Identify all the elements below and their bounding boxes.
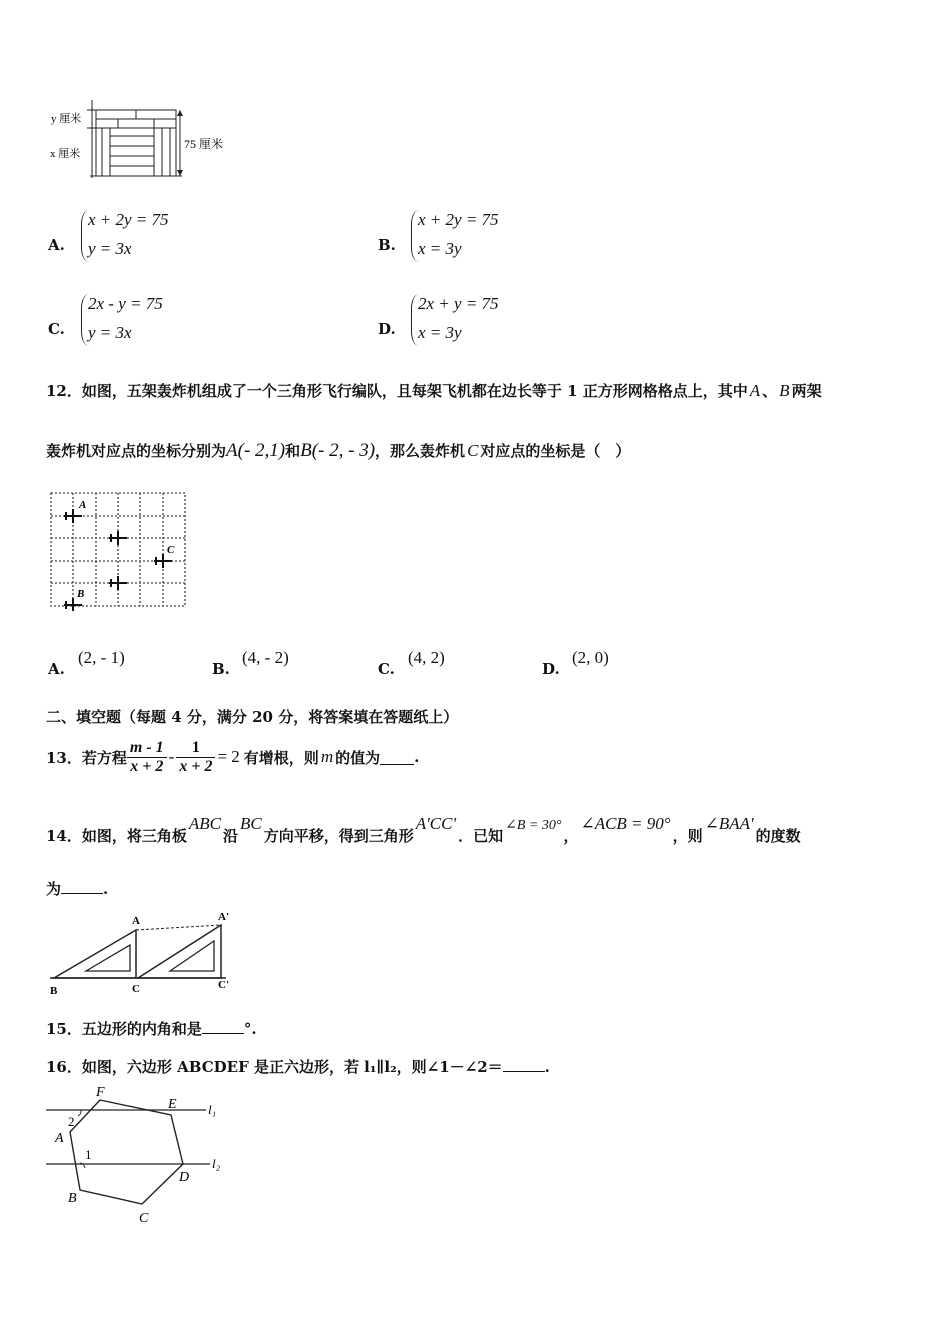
q12-text: ，那么轰炸机 bbox=[375, 442, 466, 460]
q14-angle-baa: ∠BAA' bbox=[704, 814, 754, 833]
q15-line bbox=[46, 1018, 257, 1039]
q12-sep: 、 bbox=[762, 382, 778, 400]
q14-mid: 方向平移，得到三角形 bbox=[263, 827, 414, 845]
q11-option-letter: D. bbox=[378, 320, 396, 338]
q12-and: 和 bbox=[285, 442, 301, 460]
q16-label-two: 2 bbox=[68, 1114, 75, 1129]
q16-label-a: A bbox=[55, 1131, 64, 1146]
q16-end: . bbox=[544, 1058, 550, 1076]
q14-line2-text: 为 bbox=[46, 880, 62, 898]
q16-text: 16．如图，六边形 ABCDEF 是正六边形，若 l₁∥l₂，则∠1－∠2＝ bbox=[46, 1058, 503, 1076]
q13-end: . bbox=[414, 748, 420, 766]
q16-label-e: E bbox=[168, 1097, 177, 1112]
q14-end: . bbox=[103, 880, 109, 898]
q14-degree-of: 的度数 bbox=[755, 827, 801, 845]
q12-grid-label-c: C bbox=[167, 544, 175, 556]
q16-label-one: 1 bbox=[85, 1147, 92, 1162]
q14-triangle-figure bbox=[46, 908, 246, 1000]
q11-y-label: y 厘米 bbox=[51, 113, 82, 125]
q11-option-letter: B. bbox=[378, 236, 396, 254]
q13-suffix: 的值为 bbox=[335, 748, 381, 767]
q12-text: 轰炸机对应点的坐标分别为 bbox=[46, 442, 227, 460]
q16-hexagon-figure bbox=[44, 1080, 244, 1228]
q14-then: ，则 bbox=[672, 827, 703, 845]
q12-grid-label-a: A bbox=[79, 499, 87, 511]
frac-numerator: 1 bbox=[191, 738, 200, 756]
q12-grid-figure bbox=[46, 490, 192, 612]
q14-line2 bbox=[46, 878, 108, 899]
q16-label-l2: l₂ bbox=[212, 1156, 221, 1171]
q11-option-eq2: y = 3x bbox=[88, 239, 132, 258]
q13-answer-blank[interactable] bbox=[380, 750, 414, 765]
q13-mid: 有增根，则 bbox=[243, 748, 319, 767]
q13-var: m bbox=[320, 747, 334, 766]
q12-point-c: C bbox=[467, 441, 479, 460]
q16-label-c: C bbox=[139, 1211, 149, 1226]
q11-option-eq2: x = 3y bbox=[418, 239, 462, 258]
q15-answer-blank[interactable] bbox=[202, 1019, 244, 1034]
q13-line bbox=[46, 736, 419, 778]
q12-point-b: B bbox=[779, 381, 790, 400]
q12-option-value: (2, 0) bbox=[572, 648, 609, 667]
q12-grid-label-b: B bbox=[77, 588, 85, 600]
q13-fraction-1 bbox=[127, 739, 167, 776]
q16-label-f: F bbox=[96, 1085, 105, 1100]
q12-coord-a: A(- 2,1) bbox=[226, 440, 286, 461]
q11-option-letter: A. bbox=[48, 236, 65, 254]
q11-shelf-diagram bbox=[46, 98, 246, 186]
q14-fig-label-a2: A' bbox=[218, 911, 229, 923]
q12-option-letter: B. bbox=[212, 660, 230, 678]
q16-label-d: D bbox=[179, 1170, 190, 1185]
q14-known: ．已知 bbox=[458, 827, 504, 845]
q12-option-letter: C. bbox=[378, 660, 395, 678]
q12-option-value: (2, - 1) bbox=[78, 648, 125, 667]
q14-acc: A'CC' bbox=[415, 814, 457, 833]
q12-option-letter: A. bbox=[48, 660, 65, 678]
q11-option-eq2: x = 3y bbox=[418, 323, 462, 342]
q14-fig-label-a: A bbox=[132, 915, 140, 927]
q14-along: 沿 bbox=[222, 827, 238, 845]
q14-line1 bbox=[46, 816, 801, 846]
q11-option-eq1: 2x + y = 75 bbox=[418, 294, 499, 313]
q12-coord-b: B(- 2, - 3) bbox=[300, 440, 376, 461]
q14-fig-label-c: C bbox=[132, 983, 140, 995]
q14-fig-label-c2: C' bbox=[218, 979, 229, 991]
q14-answer-blank[interactable] bbox=[61, 879, 103, 894]
q16-answer-blank[interactable] bbox=[503, 1057, 545, 1072]
frac-denominator: x + 2 bbox=[127, 757, 167, 776]
q12-option-value: (4, - 2) bbox=[242, 648, 289, 667]
q16-label-l1: l₁ bbox=[208, 1102, 217, 1117]
q13-equals: = 2 bbox=[217, 747, 240, 766]
q11-option-eq2: y = 3x bbox=[88, 323, 132, 342]
q14-prefix: 14．如图，将三角板 bbox=[46, 827, 187, 845]
q12-text: 12．如图，五架轰炸机组成了一个三角形飞行编队，且每架飞机都在边长等于 1 正方形网格格点上，其中 bbox=[46, 382, 748, 400]
q11-option-letter: C. bbox=[48, 320, 65, 338]
q12-line2 bbox=[46, 440, 630, 462]
q13-prefix: 13．若方程 bbox=[46, 748, 127, 767]
q12-option-value: (4, 2) bbox=[408, 648, 445, 667]
q11-option-eq1: x + 2y = 75 bbox=[88, 210, 169, 229]
frac-denominator: x + 2 bbox=[176, 757, 215, 776]
q12-line1 bbox=[46, 380, 822, 401]
q14-angle-b: ∠B = 30° bbox=[505, 818, 562, 833]
q12-line2-end: 对应点的坐标是（ ） bbox=[480, 442, 631, 460]
q13-minus: - bbox=[168, 747, 175, 766]
q14-angle-acb: ∠ACB = 90° bbox=[580, 814, 671, 833]
q11-total-label: 75 厘米 bbox=[184, 137, 224, 151]
frac-numerator: m - 1 bbox=[129, 738, 164, 756]
q15-end: °. bbox=[243, 1020, 257, 1038]
q11-option-eq1: x + 2y = 75 bbox=[418, 210, 499, 229]
q15-text: 15．五边形的内角和是 bbox=[46, 1020, 202, 1038]
q14-abc: ABC bbox=[188, 814, 221, 833]
q13-fraction-2 bbox=[176, 739, 215, 776]
q14-fig-label-b: B bbox=[50, 985, 58, 997]
q14-comma: ， bbox=[563, 827, 579, 845]
q14-bc: BC bbox=[240, 814, 262, 833]
q11-option-eq1: 2x - y = 75 bbox=[88, 294, 163, 313]
q12-option-letter: D. bbox=[542, 660, 560, 678]
q12-line1-end: 两架 bbox=[791, 382, 822, 400]
q11-x-label: x 厘米 bbox=[50, 148, 81, 160]
q12-point-a: A bbox=[749, 381, 761, 400]
q16-line bbox=[46, 1056, 550, 1077]
section-title: 二、填空题（每题 4 分，满分 20 分，将答案填在答题纸上） bbox=[46, 708, 459, 726]
q16-label-b: B bbox=[68, 1191, 77, 1206]
